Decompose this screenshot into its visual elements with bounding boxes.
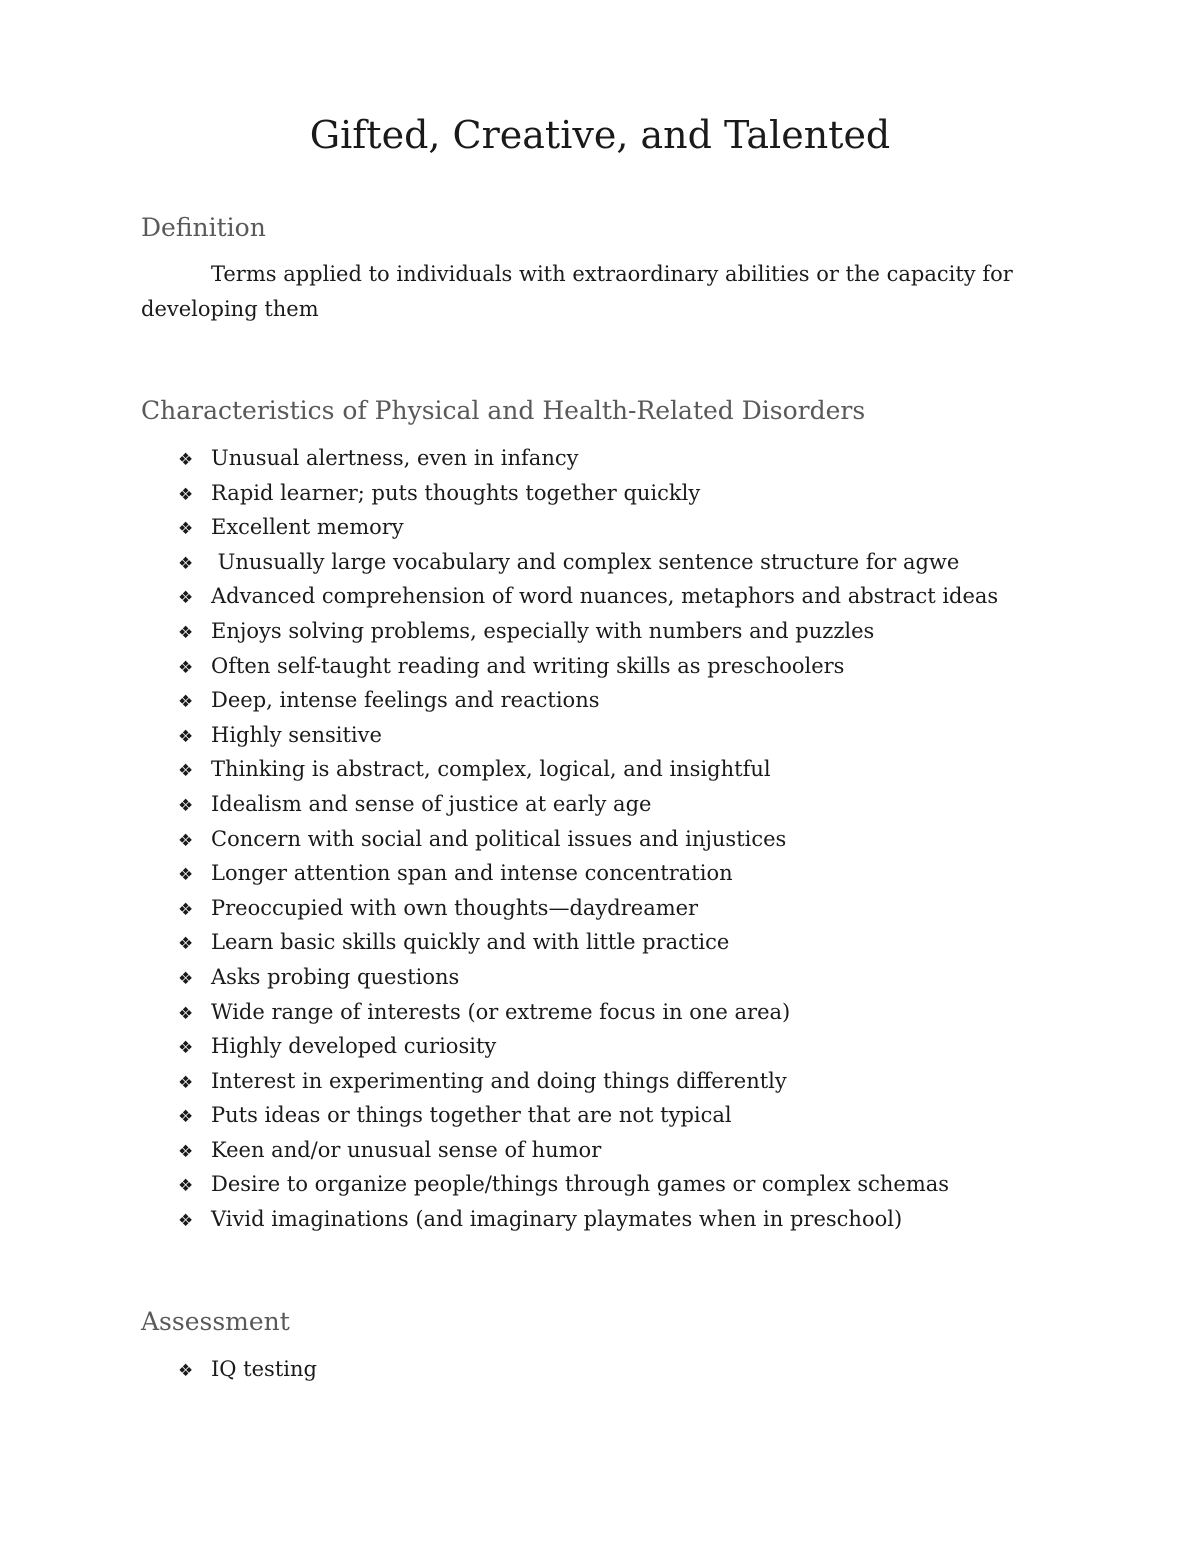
characteristics-list	[178, 441, 998, 1237]
four-diamond-bullet-icon: ❖	[178, 553, 194, 574]
list-item-text: Wide range of interests (or extreme focus in one area)	[211, 999, 791, 1024]
assessment-heading: Assessment	[141, 1307, 290, 1336]
list-item	[178, 1133, 998, 1168]
list-item-text: IQ testing	[211, 1357, 317, 1381]
characteristics-heading: Characteristics of Physical and Health-Related Disorders	[141, 396, 866, 425]
list-item-text: Unusually large vocabulary and complex sentence structure for agwe	[211, 549, 960, 574]
four-diamond-bullet-icon: ❖	[178, 622, 194, 643]
four-diamond-bullet-icon: ❖	[178, 1141, 194, 1162]
list-item-text: Concern with social and political issues and injustices	[211, 826, 787, 851]
list-item-text: Excellent memory	[211, 515, 404, 540]
list-item	[178, 1202, 998, 1237]
list-item	[178, 1029, 998, 1064]
list-item-text: Longer attention span and intense concentration	[211, 861, 733, 886]
four-diamond-bullet-icon: ❖	[178, 865, 194, 886]
four-diamond-bullet-icon: ❖	[178, 899, 194, 920]
list-item	[178, 476, 998, 511]
list-item	[178, 579, 998, 614]
four-diamond-bullet-icon: ❖	[178, 1003, 194, 1024]
list-item-text: Preoccupied with own thoughts—daydreamer	[211, 895, 699, 920]
list-item	[178, 925, 998, 960]
four-diamond-bullet-icon: ❖	[178, 968, 194, 989]
list-item	[178, 787, 998, 822]
list-item-text: Asks probing questions	[211, 964, 460, 989]
list-item	[178, 1098, 998, 1133]
four-diamond-bullet-icon: ❖	[178, 795, 194, 816]
four-diamond-bullet-icon: ❖	[178, 588, 194, 609]
list-item	[178, 614, 998, 649]
definition-paragraph: Terms applied to individuals with extraordinary abilities or the capacity for developing them	[141, 262, 1013, 321]
list-item-text: Deep, intense feelings and reactions	[211, 688, 600, 713]
document-title: Gifted, Creative, and Talented	[309, 113, 891, 157]
four-diamond-bullet-icon: ❖	[178, 692, 194, 713]
four-diamond-bullet-icon: ❖	[178, 1361, 194, 1381]
list-item-text: Unusual alertness, even in infancy	[211, 446, 579, 470]
list-item	[178, 822, 998, 857]
list-item-text: Advanced comprehension of word nuances, metaphors and abstract ideas	[211, 584, 999, 609]
four-diamond-bullet-icon: ❖	[178, 761, 194, 782]
four-diamond-bullet-icon: ❖	[178, 1072, 194, 1093]
list-item	[178, 995, 998, 1030]
four-diamond-bullet-icon: ❖	[178, 1176, 194, 1197]
list-item-text: Highly developed curiosity	[211, 1034, 497, 1059]
list-item-text: Desire to organize people/things through games or complex schemas	[211, 1172, 950, 1197]
four-diamond-bullet-icon: ❖	[178, 450, 194, 470]
list-item	[178, 856, 998, 891]
list-item-text: Highly sensitive	[211, 722, 382, 747]
list-item	[178, 1064, 998, 1099]
list-item	[178, 718, 998, 753]
four-diamond-bullet-icon: ❖	[178, 519, 194, 540]
list-item	[178, 1352, 317, 1387]
list-item-text: Rapid learner; puts thoughts together quickly	[211, 480, 701, 505]
list-item-text: Idealism and sense of justice at early age	[211, 791, 652, 816]
list-item	[178, 960, 998, 995]
list-item-text: Puts ideas or things together that are not typical	[211, 1103, 732, 1128]
four-diamond-bullet-icon: ❖	[178, 1107, 194, 1128]
four-diamond-bullet-icon: ❖	[178, 726, 194, 747]
list-item	[178, 510, 998, 545]
list-item-text: Interest in experimenting and doing things differently	[211, 1068, 787, 1093]
list-item-text: Vivid imaginations (and imaginary playmates when in preschool)	[211, 1207, 903, 1232]
assessment-list	[178, 1352, 317, 1387]
list-item	[178, 649, 998, 684]
four-diamond-bullet-icon: ❖	[178, 934, 194, 955]
list-item	[178, 441, 998, 476]
four-diamond-bullet-icon: ❖	[178, 830, 194, 851]
list-item-text: Often self-taught reading and writing skills as preschoolers	[211, 653, 845, 678]
four-diamond-bullet-icon: ❖	[178, 657, 194, 678]
list-item	[178, 752, 998, 787]
list-item	[178, 683, 998, 718]
list-item	[178, 545, 998, 580]
four-diamond-bullet-icon: ❖	[178, 484, 194, 505]
definition-heading: Definition	[141, 213, 266, 242]
list-item	[178, 1167, 998, 1202]
four-diamond-bullet-icon: ❖	[178, 1211, 194, 1232]
four-diamond-bullet-icon: ❖	[178, 1038, 194, 1059]
list-item-text: Enjoys solving problems, especially with numbers and puzzles	[211, 618, 875, 643]
list-item-text: Keen and/or unusual sense of humor	[211, 1137, 602, 1162]
list-item-text: Thinking is abstract, complex, logical, and insightful	[211, 757, 771, 782]
list-item	[178, 891, 998, 926]
list-item-text: Learn basic skills quickly and with little practice	[211, 930, 730, 955]
